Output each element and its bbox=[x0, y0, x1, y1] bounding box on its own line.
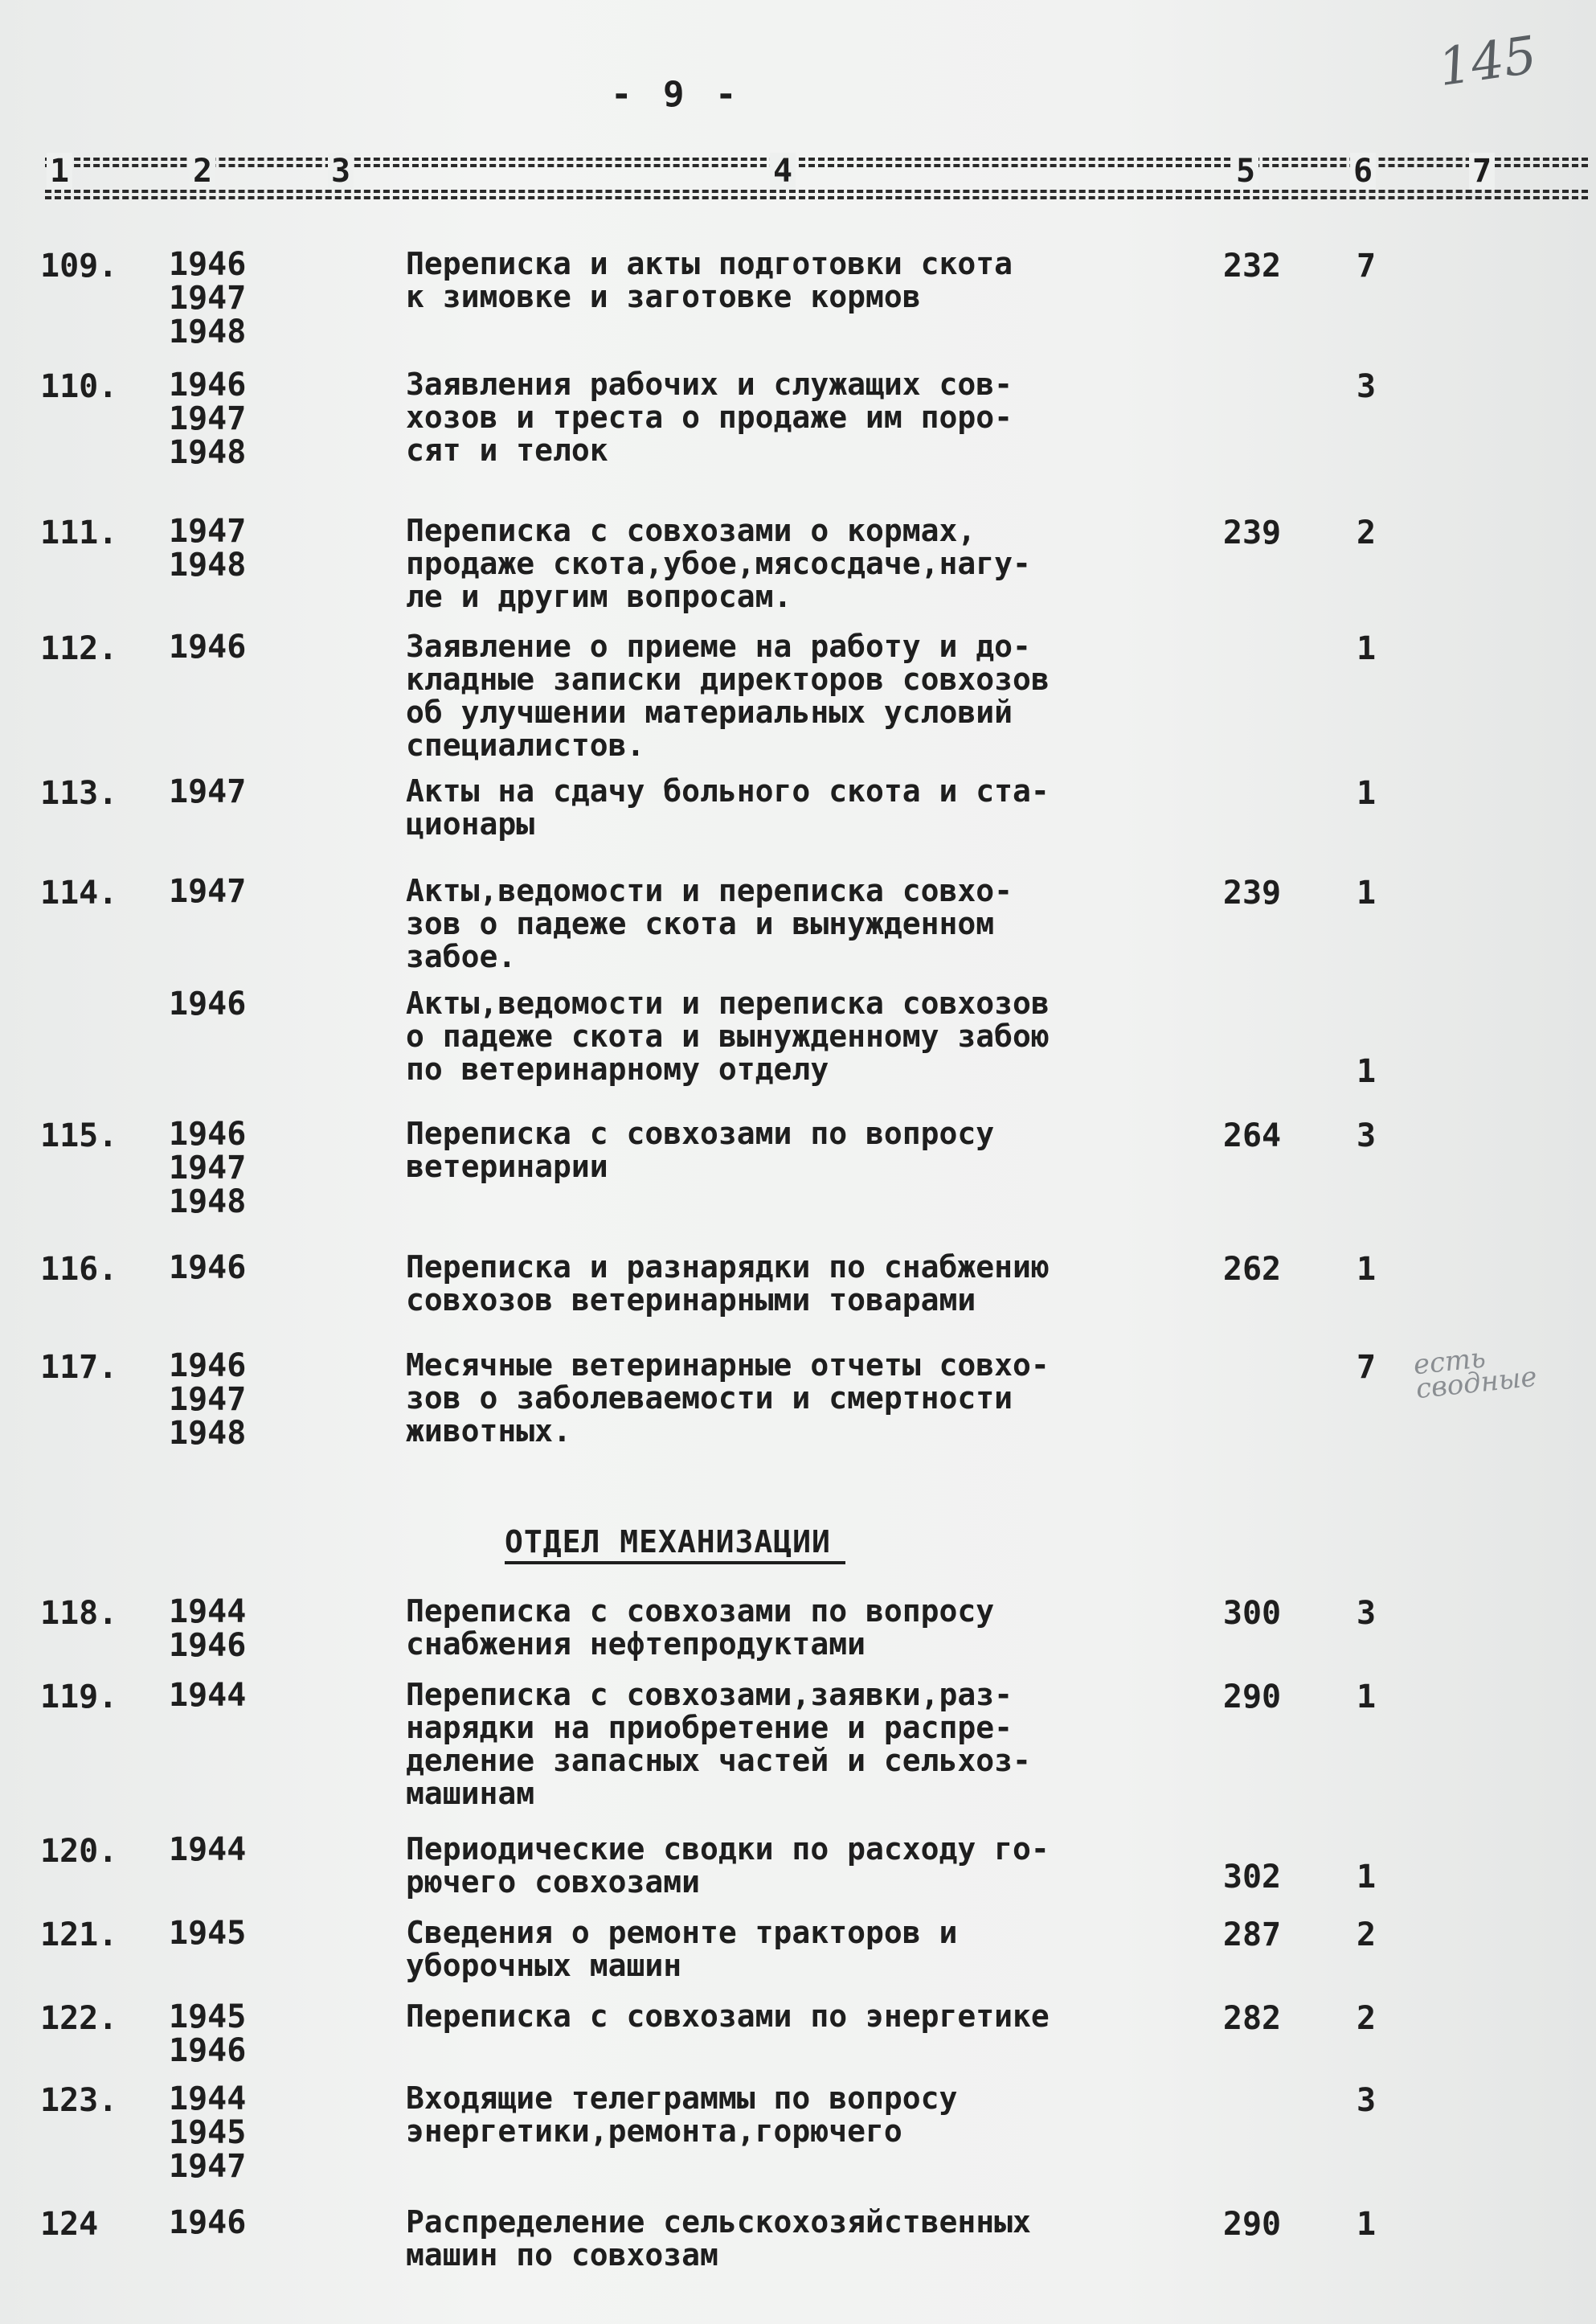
entry-number: 118. bbox=[40, 1595, 118, 1632]
entry-year: 1946 bbox=[169, 629, 247, 666]
entry-year: 1946 bbox=[169, 1627, 247, 1664]
page-number: - 9 - bbox=[611, 74, 742, 115]
entry-year: 1947 bbox=[169, 400, 247, 437]
entry-years bbox=[169, 1916, 246, 1950]
entry-year: 1947 bbox=[169, 1150, 247, 1187]
entry-title: Акты,ведомости и переписка совхо- зов о падеже скота и вынужденном забое. bbox=[406, 873, 1013, 974]
entry-title: Переписка с совхозами по энергетике bbox=[406, 1998, 1050, 2034]
entry-title: Заявления рабочих и служащих сов- хозов и треста о продаже им поро- сят и телок bbox=[406, 367, 1013, 468]
entry-year: 1946 bbox=[169, 246, 247, 283]
entry-title: Заявление о приеме на работу и до- кладные записки директоров совхозов об улучшении материальных условий специалистов. bbox=[406, 629, 1050, 763]
archive-handwritten-mark: 145 bbox=[1434, 25, 1541, 99]
entry-item-count: 1 bbox=[1356, 1053, 1377, 1090]
entry-fond-number: 232 bbox=[1222, 248, 1282, 285]
entry-fond-number: 264 bbox=[1222, 1117, 1282, 1154]
entry-title: Периодические сводки по расходу го- рючего совхозами bbox=[406, 1831, 1050, 1900]
entry-fond-number: 302 bbox=[1222, 1859, 1282, 1896]
entry-fond-number: 282 bbox=[1222, 2000, 1282, 2037]
entry-year: 1947 bbox=[169, 873, 247, 910]
entry-number: 113. bbox=[40, 775, 118, 812]
entry-item-count: 7 bbox=[1356, 1349, 1377, 1386]
entry-year: 1948 bbox=[169, 314, 247, 350]
entry-number: 123. bbox=[40, 2082, 118, 2119]
header-rule-bottom-second bbox=[45, 196, 1588, 199]
entry-title: Сведения о ремонте тракторов и уборочных машин bbox=[406, 1915, 958, 1983]
entry-years bbox=[169, 248, 246, 349]
entry-year: 1947 bbox=[169, 773, 247, 810]
entry-title: Входящие телеграммы по вопросу энергетики,ремонта,горючего bbox=[406, 2080, 958, 2149]
entry-number: 111. bbox=[40, 514, 118, 551]
entry-year: 1946 bbox=[169, 986, 247, 1023]
entry-year: 1945 bbox=[169, 1998, 247, 2035]
entry-fond-number: 287 bbox=[1222, 1916, 1282, 1953]
column-number: 7 bbox=[1469, 153, 1495, 190]
entry-item-count: 1 bbox=[1356, 1859, 1377, 1896]
entry-number: 116. bbox=[40, 1251, 118, 1288]
entry-year: 1944 bbox=[169, 2080, 247, 2117]
entry-title: Переписка с совхозами о кормах, продаже скота,убое,мясосдаче,нагу- ле и другим вопросам. bbox=[406, 513, 1031, 614]
entry-year: 1948 bbox=[169, 1183, 247, 1220]
entry-years bbox=[169, 1595, 246, 1662]
entry-year: 1947 bbox=[169, 513, 247, 550]
entry-item-count: 2 bbox=[1356, 514, 1377, 551]
section-heading: ОТДЕЛ МЕХАНИЗАЦИИ bbox=[505, 1524, 845, 1564]
handwritten-note: есть сводные bbox=[1411, 1342, 1539, 1406]
entry-number: 121. bbox=[40, 1916, 118, 1953]
entry-year: 1944 bbox=[169, 1593, 247, 1630]
entry-years bbox=[169, 1349, 246, 1450]
entry-title: Акты,ведомости и переписка совхозов о падеже скота и вынужденному забою по ветеринарному отделу bbox=[406, 986, 1050, 1087]
entry-item-count: 1 bbox=[1356, 875, 1377, 912]
entry-year: 1947 bbox=[169, 280, 247, 317]
entry-item-count: 1 bbox=[1356, 630, 1377, 667]
entry-number: 115. bbox=[40, 1117, 118, 1154]
column-number: 1 bbox=[47, 153, 72, 190]
entry-years bbox=[169, 987, 246, 1021]
column-number: 4 bbox=[770, 153, 796, 190]
entry-item-count: 1 bbox=[1356, 775, 1377, 812]
entry-title: Распределение сельскохозяйственных машин по совхозам bbox=[406, 2204, 1031, 2273]
entry-years bbox=[169, 1117, 246, 1219]
entry-item-count: 3 bbox=[1356, 1117, 1377, 1154]
entry-year: 1946 bbox=[169, 367, 247, 404]
entry-number: 112. bbox=[40, 630, 118, 667]
entry-title: Месячные ветеринарные отчеты совхо- зов о заболеваемости и смертности животных. bbox=[406, 1347, 1050, 1449]
entry-year: 1948 bbox=[169, 547, 247, 584]
entry-fond-number: 290 bbox=[1222, 1678, 1282, 1715]
entry-fond-number: 239 bbox=[1222, 875, 1282, 912]
entry-years bbox=[169, 368, 246, 469]
entry-year: 1945 bbox=[169, 2114, 247, 2151]
entry-fond-number: 290 bbox=[1222, 2206, 1282, 2243]
entry-year: 1948 bbox=[169, 434, 247, 471]
entry-fond-number: 239 bbox=[1222, 514, 1282, 551]
entry-year: 1946 bbox=[169, 2032, 247, 2069]
entry-years bbox=[169, 775, 246, 809]
entry-item-count: 1 bbox=[1356, 1251, 1377, 1288]
column-number: 2 bbox=[190, 153, 215, 190]
entry-title: Переписка и разнарядки по снабжению совхозов ветеринарными товарами bbox=[406, 1249, 1050, 1318]
entry-years bbox=[169, 875, 246, 908]
entry-years bbox=[169, 2206, 246, 2240]
entry-fond-number: 300 bbox=[1222, 1595, 1282, 1632]
entry-item-count: 1 bbox=[1356, 1678, 1377, 1715]
entry-years bbox=[169, 514, 246, 582]
entry-years bbox=[169, 1251, 246, 1285]
entry-year: 1946 bbox=[169, 1347, 247, 1384]
entry-number: 120. bbox=[40, 1833, 118, 1870]
entry-number: 122. bbox=[40, 2000, 118, 2037]
entry-title: Переписка с совхозами по вопросу ветеринарии bbox=[406, 1116, 995, 1184]
entry-number: 117. bbox=[40, 1349, 118, 1386]
entry-year: 1944 bbox=[169, 1831, 247, 1868]
column-number: 6 bbox=[1350, 153, 1376, 190]
entry-year: 1948 bbox=[169, 1415, 247, 1452]
entry-item-count: 3 bbox=[1356, 1595, 1377, 1632]
entry-item-count: 3 bbox=[1356, 2082, 1377, 2119]
entry-year: 1947 bbox=[169, 2148, 247, 2185]
entry-year: 1946 bbox=[169, 2204, 247, 2241]
entry-number: 109. bbox=[40, 248, 118, 285]
entry-item-count: 7 bbox=[1356, 248, 1377, 285]
entry-title: Переписка с совхозами,заявки,раз- нарядки на приобретение и распре- деление запасных частей и сельхоз- машинам bbox=[406, 1677, 1031, 1811]
entry-years bbox=[169, 2082, 246, 2183]
entry-fond-number: 262 bbox=[1222, 1251, 1282, 1288]
column-number: 5 bbox=[1233, 153, 1258, 190]
entry-year: 1944 bbox=[169, 1677, 247, 1714]
entry-item-count: 2 bbox=[1356, 2000, 1377, 2037]
entry-number: 110. bbox=[40, 368, 118, 405]
entry-year: 1947 bbox=[169, 1381, 247, 1418]
entry-title: Переписка и акты подготовки скота к зимовке и заготовке кормов bbox=[406, 246, 1013, 314]
column-number: 3 bbox=[328, 153, 354, 190]
entry-item-count: 1 bbox=[1356, 2206, 1377, 2243]
entry-title: Акты на сдачу больного скота и ста- ционары bbox=[406, 773, 1050, 842]
entry-years bbox=[169, 1833, 246, 1867]
entry-number: 124 bbox=[40, 2206, 99, 2243]
entry-number: 114. bbox=[40, 875, 118, 912]
header-rule-bottom bbox=[45, 190, 1588, 193]
entry-item-count: 2 bbox=[1356, 1916, 1377, 1953]
entry-year: 1946 bbox=[169, 1249, 247, 1286]
entry-year: 1946 bbox=[169, 1116, 247, 1153]
entry-years bbox=[169, 2000, 246, 2068]
entry-number: 119. bbox=[40, 1678, 118, 1715]
entry-year: 1945 bbox=[169, 1915, 247, 1952]
entry-years bbox=[169, 630, 246, 664]
entry-title: Переписка с совхозами по вопросу снабжения нефтепродуктами bbox=[406, 1593, 995, 1662]
entry-years bbox=[169, 1678, 246, 1712]
entry-item-count: 3 bbox=[1356, 368, 1377, 405]
